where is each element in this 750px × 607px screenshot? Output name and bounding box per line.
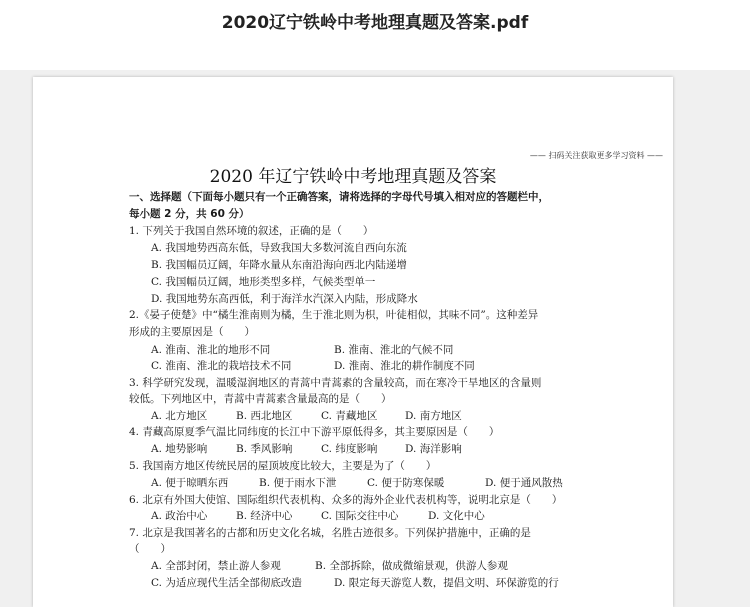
q6-option-a: A. 政治中心 (151, 510, 208, 522)
q5-stem: 5. 我国南方地区传统民居的屋顶坡度比较大，主要是为了（ ） (129, 460, 437, 472)
q2-option-c: C. 淮南、淮北的栽培技术不同 (151, 360, 292, 372)
q3-option-d: D. 南方地区 (405, 410, 462, 422)
q4-option-b: B. 季风影响 (236, 443, 293, 455)
q7-stem-line1: 7. 北京是我国著名的古都和历史文化名城，名胜古迹很多。下列保护措施中，正确的是 (129, 527, 531, 539)
q7-option-d: D. 限定每天游览人数，提倡文明、环保游览的行 (334, 577, 559, 589)
section-heading-line1: 一、选择题（下面每小题只有一个正确答案，请将选择的字母代号填入相对应的答题栏中， (129, 191, 549, 203)
q1-option-c: C. 我国幅员辽阔，地形类型多样，气候类型单一 (151, 276, 376, 288)
q3-option-a: A. 北方地区 (151, 410, 208, 422)
q6-option-b: B. 经济中心 (236, 510, 293, 522)
q3-option-b: B. 西北地区 (236, 410, 293, 422)
q1-option-b: B. 我国幅员辽阔，年降水量从东南沿海向西北内陆递增 (151, 259, 407, 271)
q6-stem: 6. 北京有外国大使馆、国际组织代表机构、众多的海外企业代表机构等，说明北京是（ ） (129, 494, 563, 506)
q2-stem-line2: 形成的主要原因是（ ） (129, 326, 255, 338)
viewer-toolbar (0, 0, 750, 70)
q6-option-c: C. 国际交往中心 (321, 510, 399, 522)
q2-option-a: A. 淮南、淮北的地形不同 (151, 344, 271, 356)
q6-option-d: D. 文化中心 (428, 510, 485, 522)
q4-option-d: D. 海洋影响 (405, 443, 462, 455)
q2-stem-line1: 2.《晏子使楚》中“橘生淮南则为橘，生于淮北则为枳，叶徒相似，其味不同”。这种差异 (129, 309, 539, 321)
pdf-page[interactable] (33, 77, 673, 607)
q7-stem-line2: （ ） (129, 543, 171, 555)
q2-option-d: D. 淮南、淮北的耕作制度不同 (334, 360, 475, 372)
q1-option-a: A. 我国地势西高东低，导致我国大多数河流自西向东流 (151, 242, 407, 254)
q5-option-c: C. 便于防寒保暖 (367, 477, 445, 489)
q3-option-c: C. 青藏地区 (321, 410, 378, 422)
q5-option-a: A. 便于晾晒东西 (151, 477, 229, 489)
q7-option-c: C. 为适应现代生活全部彻底改造 (151, 577, 302, 589)
q7-option-a: A. 全部封闭，禁止游人参观 (151, 560, 281, 572)
q5-option-b: B. 便于雨水下泄 (259, 477, 337, 489)
q3-stem-line1: 3. 科学研究发现，温暖湿润地区的青蒿中青蒿素的含量较高，而在寒冷干旱地区的含量则 (129, 377, 542, 389)
q7-option-b: B. 全部拆除，做成微缩景观，供游人参观 (315, 560, 508, 572)
q2-option-b: B. 淮南、淮北的气候不同 (334, 344, 454, 356)
q3-stem-line2: 较低。下列地区中，青蒿中青蒿素含量最高的是（ ） (129, 393, 392, 405)
q4-option-c: C. 纬度影响 (321, 443, 378, 455)
file-title: 2020辽宁铁岭中考地理真题及答案.pdf (221, 13, 529, 33)
q1-stem: 1. 下列关于我国自然环境的叙述，正确的是（ ） (129, 225, 374, 237)
q4-option-a: A. 地势影响 (151, 443, 208, 455)
paper-title: 2020 年辽宁铁岭中考地理真题及答案 (209, 167, 497, 187)
section-heading-line2: 每小题 2 分，共 60 分） (129, 208, 250, 220)
q1-option-d: D. 我国地势东高西低，利于海洋水汽深入内陆，形成降水 (151, 293, 418, 305)
q4-stem: 4. 青藏高原夏季气温比同纬度的长江中下游平原低得多，其主要原因是（ ） (129, 426, 500, 438)
qr-note: —— 扫码关注获取更多学习资料 —— (529, 151, 663, 160)
q5-option-d: D. 便于通风散热 (485, 477, 563, 489)
